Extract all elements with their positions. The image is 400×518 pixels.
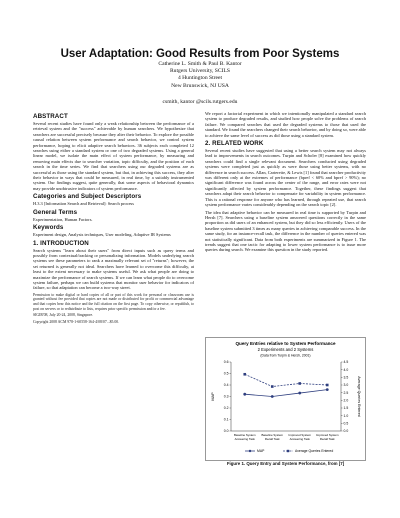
y-tick-label-left: 0.1 (223, 417, 229, 422)
y-tick-label-right: 1.0 (343, 413, 349, 418)
y-axis-label-left: MAP (211, 392, 215, 401)
address-line-1: 4 Huntington Street (177, 75, 223, 82)
x-tick-label-line2: Answering Task (234, 436, 255, 441)
figure-1-caption: Figure 1. Query Entry and System Performance, from [7] (226, 461, 345, 466)
paper-title: User Adaptation: Good Results from Poor Systems (60, 48, 340, 60)
y-tick-label-left: 0.4 (223, 383, 229, 388)
related-work-text-2: The idea that adaptive behavior can be measured in real time is supported by Turpin and Hersh [7]. Searchers using a baseline system answered questions correctly in the same proportion as did users of an enhanced system, but they did so less efficiently. Users of the baseline system submitted 3 times as many queries in achieving comparable success. In the same study, for an instance-recall task, the difference in the number of queries entered was not statistically significant. Data from both experiments are summarized in Figure 1. The trends suggest that one tactic for adapting to lower system performance is to issue more queries during search. We examine this question in the study reported. (205, 209, 366, 253)
chart-source: (Data from Turpin & Hersh, 2001) (260, 353, 311, 358)
legend-marker-map (249, 450, 251, 452)
y-tick-label-right: 4.0 (343, 367, 349, 372)
permission-notice: Permission to make digital or hard copies of all or part of this work for personal or classroom use is granted without fee provided that copies are not made or distributed for profit or commercial advantage and that copies bear this notice and the full citation on the first page. To copy otherwise, or republish, to post on servers or to redistribute to lists, requires prior specific permission and/or a fee. (33, 292, 194, 311)
general-terms-text: Experimentation, Human Factors. (33, 216, 93, 222)
data-point-map (326, 388, 329, 391)
authors: Catherine L. Smith & Paul B. Kantor (158, 61, 242, 67)
legend-label-map: MAP (257, 449, 265, 454)
y-tick-label-left: 0.2 (223, 406, 229, 411)
affiliation: Rutgers University, SCILS (169, 68, 231, 75)
introduction-text: Search systems "learn about their users" from direct inputs such as query terms and possibly from contextual/tracking or personalizing information. Models underlying search systems see these parameters to rank a maximally relevant set of "returns"; however, the set returned is generally not ideal. Searchers have learned to overcome this difficulty, at least to the extent necessary to make systems useful. We ask what people are doing to maximize the performance of search systems. If we can learn what people do to overcome system failure, perhaps we can build systems that monitor user behavior for indicators of failure, so that adaptation can become a two-way street. (33, 247, 194, 291)
email: csmith, kantor @scils.rutgers.edu (162, 99, 238, 105)
x-tick-label: Improved System (316, 433, 339, 437)
data-point-queries (298, 382, 301, 385)
y-tick-label-right: 2.0 (343, 398, 349, 403)
figure-1-chart (205, 337, 366, 461)
y-tick-label-right: 0.5 (343, 421, 349, 426)
left-column (33, 111, 194, 326)
x-tick-label: Improved System (288, 433, 311, 437)
chart-title: Query Entries relative to System Performance (235, 341, 336, 346)
keywords-heading: Keywords (33, 224, 64, 232)
related-work-heading: 2. RELATED WORK (205, 140, 264, 148)
address-line-2: New Brunswick, NJ USA (171, 82, 229, 89)
general-terms-heading: General Terms (33, 208, 78, 216)
data-point-queries (243, 373, 246, 376)
introduction-heading: 1. INTRODUCTION (33, 239, 89, 247)
y-tick-label-right: 3.0 (343, 383, 349, 388)
author-block (0, 61, 400, 90)
data-point-queries (271, 385, 274, 388)
x-tick-label: Baseline System (233, 433, 256, 437)
y-tick-label-left: 0.5 (223, 371, 229, 376)
y-tick-label-right: 2.5 (343, 390, 349, 395)
legend-label-queries: Average Queries Entered (295, 449, 334, 454)
y-tick-label-right: 3.5 (343, 375, 349, 380)
data-point-map (271, 395, 274, 398)
y-tick-label-left: 0.0 (223, 429, 229, 434)
copyright-line: Copyright 2008 ACM 978-1-60558-164-4/08/07...$5.00. (33, 319, 120, 324)
data-point-map (243, 393, 246, 396)
x-tick-label: Baseline System (261, 433, 284, 437)
legend-marker-queries (287, 450, 289, 452)
chart-subtitle: 2 Experiments and 2 Systems (257, 347, 314, 352)
y-tick-label-right: 1.5 (343, 406, 349, 411)
introduction-continued: We report a factorial experiment in which we intentionally manipulated a standard search system to produce degraded results, and studied how people solve the problems of search failure. We compared searches that used the degraded systems to those that used the standard. We found the searchers changed their search behavior, and by doing so, were able to achieve the same level of success as did those using a standard system. (205, 111, 366, 138)
related-work-text: Several recent studies have suggested that using a better search system may not always lead to improvements in search outcomes. Turpin and Scholer [8] examined how quickly searchers could find a single relevant document. Searchers conducted using degraded systems were completed just as quickly as were those using better systems, with no difference in search success. Allan, Carterette, & Lewis [1] found that searcher productivity was different only at the extremes of performance (bpref < 60% and bpref > 90%); no significant difference was found across the center of the range, and error rates were not significantly affected by system performance. Together, these findings suggest that searchers adapt their search behavior to compensate for variability in system performance. This is a rational response for anyone who has learned, through repeated use, that search system performance varies considerably depending on the search topic [2]. (205, 148, 366, 208)
y-tick-label-right: 0.0 (343, 429, 349, 434)
y-axis-label-right: Average Queries Entered (357, 376, 361, 417)
data-point-map (298, 392, 301, 395)
x-tick-label-line2: Answering Task (289, 436, 310, 441)
abstract-text: Several recent studies have found only a weak relationship between the performance of a retrieval system and the "success" achievable by human searchers. We hypothesize that searchers are successful precisely because they alter their behavior. To explore the possible causal relation between system performance and search behavior, we control system performance, hoping to elicit adaptive search behaviors. 36 subjects each completed 12 searches using either a standard system or one of two degraded systems. Using a general linear model, we isolate the main effect of system performance, by measuring and removing main effects due to searcher variation, topic difficulty, and the position of each search in the time series. We find that searchers using our degraded systems are as successful as those using the standard system, but that, in achieving this success, they alter their behavior in ways that could be measured, in real time, by a suitably instrumented system. Our findings suggest, quite generally, that some aspects of behavioral dynamics may provide unobtrusive indicators of system performance. (33, 121, 194, 191)
y-tick-label-left: 0.6 (223, 360, 229, 365)
conference-line: SIGIR'08, July 20-24, 2008, Singapore. (33, 313, 94, 318)
categories-text: H.3.3 [Information Search and Retrieval]: Search process (33, 201, 134, 207)
y-tick-label-right: 4.5 (343, 360, 349, 365)
right-column (205, 111, 366, 255)
data-point-queries (326, 384, 329, 387)
x-tick-label-line2: Recall Task (319, 436, 335, 441)
abstract-heading: ABSTRACT (33, 113, 68, 120)
y-tick-label-left: 0.3 (223, 394, 229, 399)
categories-heading: Categories and Subject Descriptors (33, 193, 142, 201)
x-tick-label-line2: Recall Task (264, 436, 280, 441)
keywords-text: Experiment design, Analysis techniques, User modeling, Adaptive IR Systems (33, 232, 171, 238)
